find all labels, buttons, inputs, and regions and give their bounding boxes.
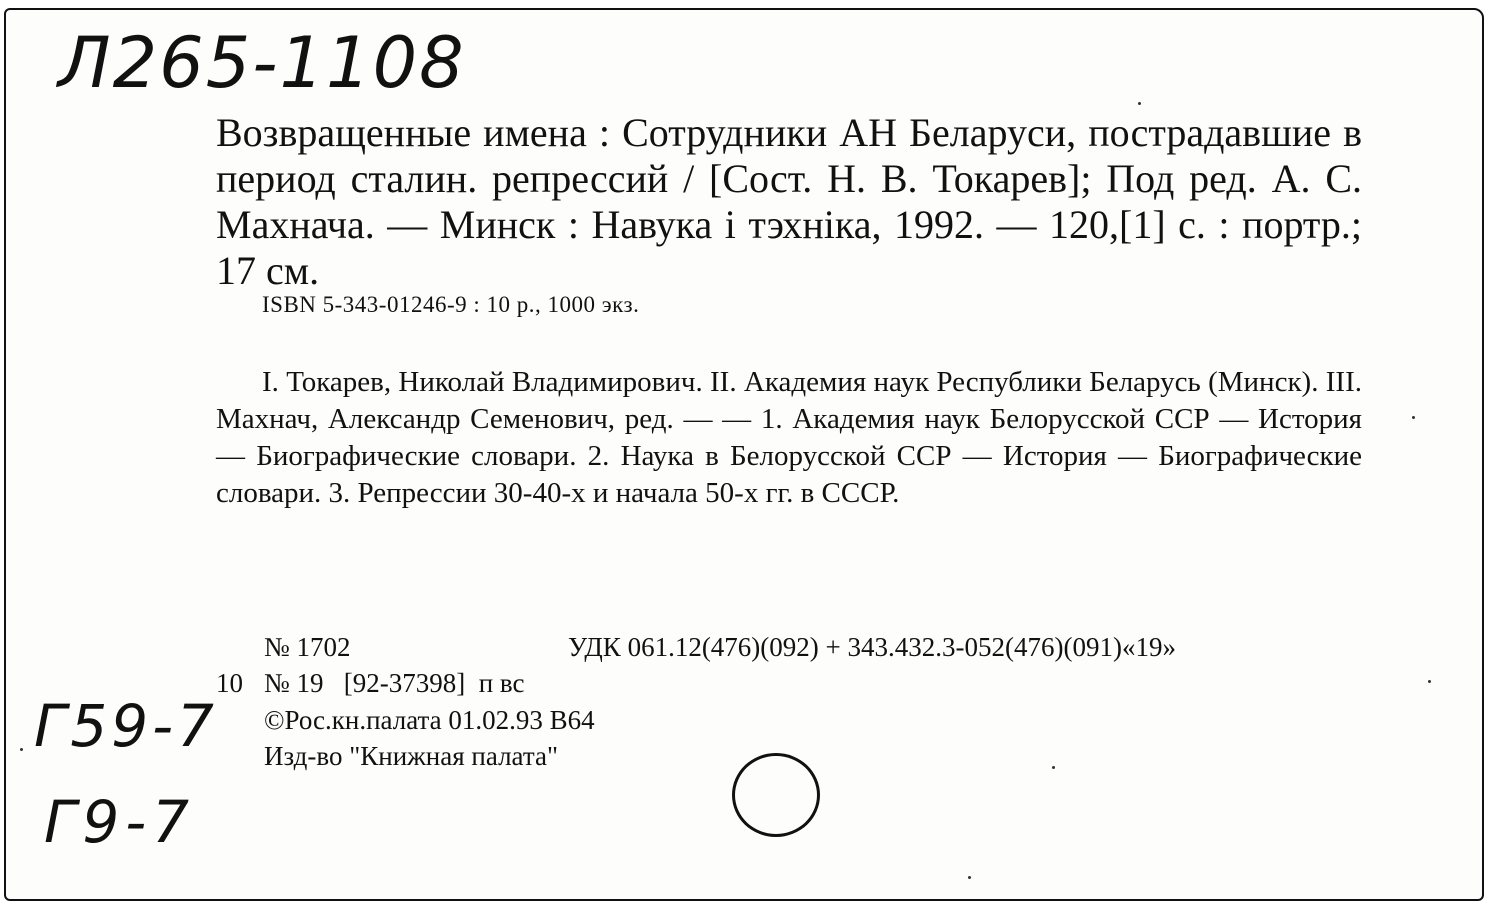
copies-prefix: 10 [216,668,243,698]
scan-speck [1138,102,1141,105]
isbn-line: ISBN 5-343-01246-9 : 10 р., 1000 экз. [262,292,640,317]
udc-classification: УДК 061.12(476)(092) + 343.432.3-052(476)(091)«19» [568,632,1176,662]
scan-speck [1052,766,1055,769]
punch-hole-circle [732,753,820,837]
tracings: I. Токарев, Николай Владимирович. II. Академия наук Республики Беларусь (Минск). III. Махнач, Александр Семенович, ред. — — 1. Академия наук Белорусской ССР — История — Биографические словари. 2. Наука в Белорусской ССР — История — Биографические словари. 3. Репрессии 30-40-х и начала 50-х гг. в СССР. [216,366,1362,509]
scan-speck [20,748,23,751]
scan-speck [1428,680,1431,683]
card-number: № 1702 [264,632,351,662]
call-number: Л265-1108 [58,22,466,104]
handwritten-mark-2: Г9-7 [44,788,196,856]
handwritten-mark-1: Г59-7 [34,692,218,760]
bibliographic-description: Возвращенные имена : Сотрудники АН Беларуси, пострадавшие в период сталин. репрессий / [Сост. Н. В. Токарев]; Под ред. А. С. Махнача. — Минск : Навука і тэхніка, 1992. — 120,[1] с. : портр.; 17 см. [216,110,1362,293]
scan-speck [968,876,971,879]
scan-speck [1412,416,1415,419]
publisher-line: ©Рос.кн.палата 01.02.93 В64 [264,705,595,735]
publisher-name: Изд-во "Книжная палата" [264,741,558,771]
order-line: № 19 [92-37398] п вс [264,668,525,698]
